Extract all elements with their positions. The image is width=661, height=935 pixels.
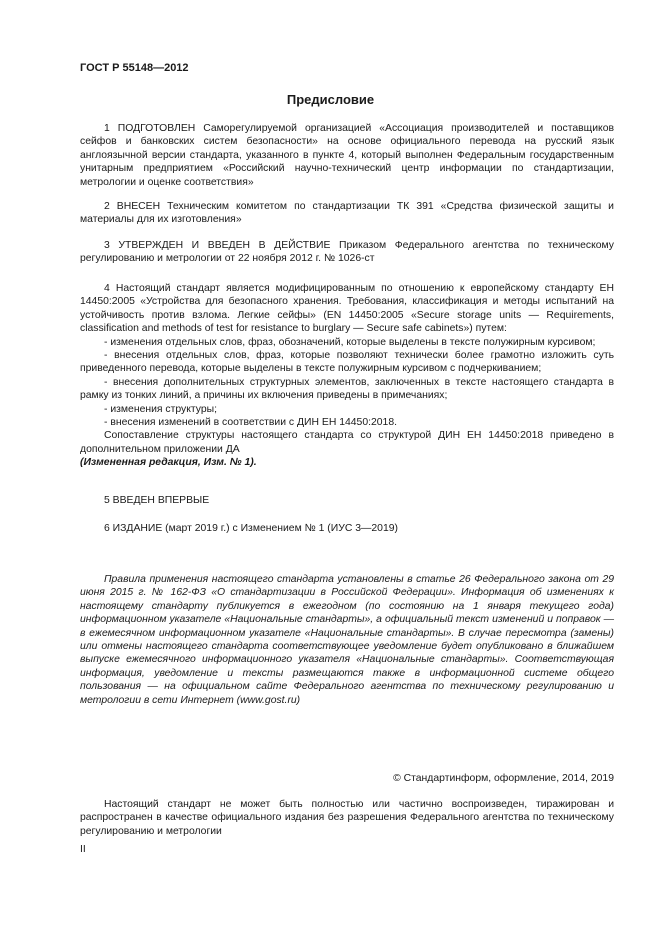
page-number: II <box>80 844 86 855</box>
section-4-intro: 4 Настоящий стандарт является модифицированным по отношению к европейскому стандарту ЕН 14450:2005 «Устройства для безопасного хранения. Требования, классификация и методы испытаний на устойчивость против взлома. Легкие сейфы» (EN 14450:2005 «Secure storage units — Requirements, classification and methods of test for resistance to burglary — Secure safe cabinets») путем: <box>80 283 614 335</box>
section-6-text: 6 ИЗДАНИЕ (март 2019 г.) с Изменением № 1 (ИУС 3—2019) <box>104 523 398 534</box>
section-4-item: - изменения отдельных слов, фраз, обозначений, которые выделены в тексте полужирным курсивом; <box>104 336 596 348</box>
rules-note <box>80 573 614 707</box>
section-1 <box>80 122 614 189</box>
section-4-item: - изменения структуры; <box>104 403 217 415</box>
rules-note-text: Правила применения настоящего стандарта установлены в статье 26 Федерального закона от 29 июня 2015 г. № 162-ФЗ «О стандартизации в Российской Федерации». Информация об изменениях к настоящему стандарту публикуется в ежегодном (по состоянию на 1 января текущего года) информационном указателе «Национальные стандарты», а официальный текст изменений и поправок — в ежемесячном информационном указателе «Национальные стандарты». В случае пересмотра (замены) или отмены настоящего стандарта соответствующее уведомление будет опубликовано в ближайшем выпуске ежемесячного информационного указателя «Национальные стандарты». Соответствующая информация, уведомление и тексты размещаются также в информационной системе общего пользования — на официальном сайте Федерального агентства по техническому регулированию и метрологии в сети Интернет (www.gost.ru) <box>80 574 614 706</box>
standard-code-header: ГОСТ Р 55148—2012 <box>80 62 189 74</box>
copyright-text: © Стандартинформ, оформление, 2014, 2019 <box>393 773 614 784</box>
section-4 <box>80 282 614 470</box>
section-3-text: 3 УТВЕРЖДЕН И ВВЕДЕН В ДЕЙСТВИЕ Приказом Федерального агентства по техническому регулированию и метрологии от 22 ноября 2012 г. № 1026-ст <box>80 240 614 265</box>
section-3 <box>80 239 614 266</box>
page-title: Предисловие <box>286 92 375 107</box>
section-2 <box>80 200 614 227</box>
section-4-item: - внесения дополнительных структурных элементов, заключенных в тексте настоящего стандарта в рамку из тонких линий, а причины их включения приведены в примечаниях; <box>80 376 614 402</box>
reproduction-note <box>80 798 614 838</box>
section-4-item: - внесения изменений в соответствии с ДИН ЕН 14450:2018. <box>104 417 397 429</box>
section-5 <box>80 494 614 507</box>
section-5-text: 5 ВВЕДЕН ВПЕРВЫЕ <box>104 495 210 506</box>
copyright <box>80 772 614 785</box>
section-6 <box>80 522 614 535</box>
section-1-text: 1 ПОДГОТОВЛЕН Саморегулируемой организацией «Ассоциация производителей и поставщиков сейфов и банковских систем безопасности» на основе официального перевода на русский язык англоязычной версии стандарта, указанного в пункте 4, который выполнен Федеральным государственным унитарным предприятием «Российский научно-технический центр информации по стандартизации, метрологии и оценке соответствия» <box>80 123 614 188</box>
reproduction-note-text: Настоящий стандарт не может быть полностью или частично воспроизведен, тиражирован и распространен в качестве официального издания без разрешения Федерального агентства по техническому регулированию и метрологии <box>80 799 614 837</box>
section-4-compare: Сопоставление структуры настоящего стандарта со структурой ДИН ЕН 14450:2018 приведено в дополнительном приложении ДА <box>80 430 614 455</box>
section-4-amendment: (Измененная редакция, Изм. № 1). <box>80 457 257 469</box>
section-2-text: 2 ВНЕСЕН Техническим комитетом по стандартизации ТК 391 «Средства физической защиты и материалы для их изготовления» <box>80 201 614 226</box>
section-4-item: - внесения отдельных слов, фраз, которые позволяют технически более грамотно изложить суть приведенного перевода, которые выделены в тексте полужирным курсивом с подчеркиванием; <box>80 350 614 375</box>
